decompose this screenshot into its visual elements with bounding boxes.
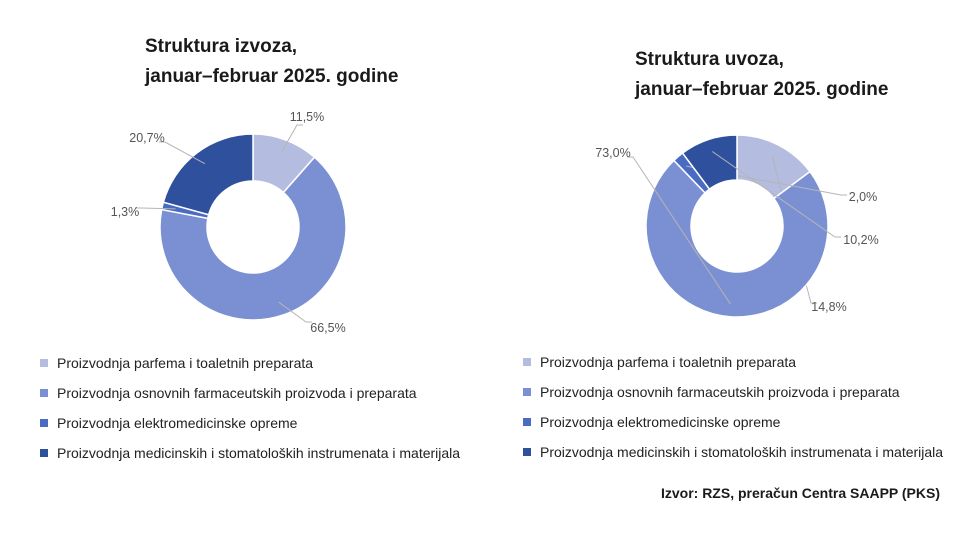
donut-slice (646, 160, 828, 317)
legend-swatch (40, 389, 48, 397)
import-donut-chart (485, 0, 970, 360)
legend-label: Proizvodnja medicinskih i stomatoloških instrumenata i materijala (57, 445, 461, 461)
legend-item (40, 354, 470, 373)
legend-item (40, 384, 470, 403)
legend-label: Proizvodnja parfema i toaletnih preparata (540, 354, 797, 370)
import-title-line2: januar–februar 2025. godine (635, 79, 889, 100)
legend-swatch (40, 449, 48, 457)
data-label: 14,8% (811, 300, 847, 314)
legend-swatch (523, 388, 531, 396)
data-label: 20,7% (129, 131, 165, 145)
data-label: 66,5% (310, 321, 346, 335)
legend-label: Proizvodnja osnovnih farmaceutskih proizvoda i preparata (57, 385, 417, 401)
export-legend (40, 354, 470, 474)
import-title-line1: Struktura uvoza, (635, 49, 784, 70)
legend-label: Proizvodnja elektromedicinske opreme (57, 415, 298, 431)
data-label: 11,5% (289, 110, 325, 124)
legend-swatch (523, 448, 531, 456)
legend-swatch (40, 359, 48, 367)
legend-label: Proizvodnja parfema i toaletnih preparata (57, 355, 314, 371)
legend-label: Proizvodnja elektromedicinske opreme (540, 414, 781, 430)
import-chart-panel (485, 0, 970, 546)
legend-swatch (523, 358, 531, 366)
donut-slice (163, 134, 253, 215)
legend-item (523, 413, 953, 432)
export-donut-chart (0, 0, 485, 360)
legend-item (523, 443, 953, 462)
legend-item (40, 414, 470, 433)
data-label: 10,2% (843, 233, 879, 247)
export-title-line2: januar–februar 2025. godine (145, 66, 399, 87)
legend-item (40, 444, 470, 463)
data-label: 2,0% (848, 190, 878, 204)
legend-item (523, 383, 953, 402)
data-label: 1,3% (110, 205, 140, 219)
legend-label: Proizvodnja medicinskih i stomatoloških instrumenata i materijala (540, 444, 944, 460)
legend-item (523, 353, 953, 372)
legend-swatch (523, 418, 531, 426)
data-label: 73,0% (595, 146, 631, 160)
legend-label: Proizvodnja osnovnih farmaceutskih proizvoda i preparata (540, 384, 900, 400)
source-note: Izvor: RZS, preračun Centra SAAPP (PKS) (660, 485, 940, 501)
legend-swatch (40, 419, 48, 427)
export-title-line1: Struktura izvoza, (145, 36, 298, 57)
import-legend (523, 353, 953, 473)
